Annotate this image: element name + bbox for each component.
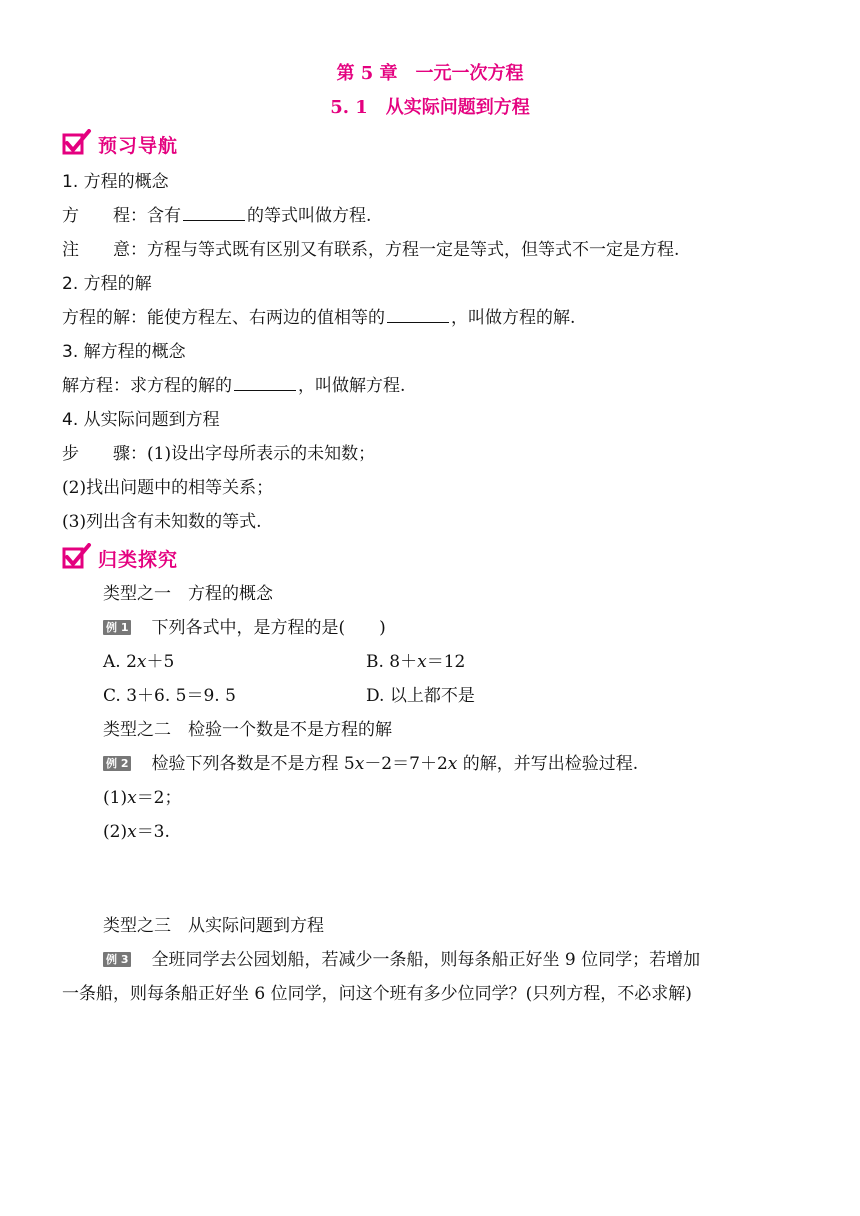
variable-x: x bbox=[127, 822, 137, 842]
solution-line bbox=[62, 306, 575, 330]
option-a bbox=[103, 650, 174, 674]
item-number: (2) bbox=[103, 822, 128, 842]
explore-label: 归类探究 bbox=[98, 548, 179, 571]
example-3-line-1 bbox=[103, 948, 700, 972]
example-2-text-a: 检验下列各数是不是方程 5 bbox=[151, 754, 355, 774]
example-2-item-1 bbox=[103, 786, 182, 810]
variable-x: x bbox=[447, 754, 458, 774]
note-text: 方程与等式既有区别又有联系，方程一定是等式，但等式不一定是方程. bbox=[147, 240, 680, 260]
example-tag: 例 1 bbox=[103, 620, 131, 635]
chapter-title: 第 5 章 一元一次方程 bbox=[336, 63, 524, 84]
variable-x: x bbox=[127, 788, 137, 808]
item-value: ＝3. bbox=[136, 822, 170, 842]
checkbox-icon bbox=[62, 543, 92, 574]
option-a-text-b: ＋5 bbox=[146, 652, 175, 672]
solution-text-a: 能使方程左、右两边的值相等的 bbox=[147, 308, 385, 328]
item-number: (1) bbox=[103, 788, 128, 808]
step-3: (3)列出含有未知数的等式. bbox=[62, 512, 262, 532]
example-2 bbox=[103, 752, 638, 776]
option-d: D. 以上都不是 bbox=[366, 686, 475, 706]
example-1-text: 下列各式中，是方程的是( ) bbox=[151, 618, 386, 638]
example-3-line-2: 一条船，则每条船正好坐 6 位同学，问这个班有多少位同学？(只列方程，不必求解) bbox=[62, 984, 692, 1004]
variable-x: x bbox=[136, 652, 147, 672]
example-2-text-b: －2＝7＋2 bbox=[364, 754, 448, 774]
solving-label: 解方程： bbox=[62, 376, 130, 396]
example-tag: 例 3 bbox=[103, 952, 131, 967]
example-2-text-c: 的解，并写出检验过程. bbox=[457, 754, 639, 774]
definition-text-b: 的等式叫做方程. bbox=[247, 206, 372, 226]
option-b bbox=[366, 650, 465, 674]
checkbox-icon bbox=[62, 129, 92, 160]
definition-line bbox=[62, 204, 371, 228]
option-c: C. 3＋6. 5＝9. 5 bbox=[103, 686, 236, 706]
fill-blank bbox=[387, 306, 449, 323]
solution-text-b: ，叫做方程的解. bbox=[451, 308, 576, 328]
option-b-text: B. 8＋ bbox=[366, 652, 418, 672]
heading-2: 2. 方程的解 bbox=[62, 274, 152, 294]
heading-4: 4. 从实际问题到方程 bbox=[62, 410, 220, 430]
type-3-heading: 类型之三 从实际问题到方程 bbox=[103, 916, 324, 936]
example-2-item-2 bbox=[103, 820, 170, 844]
explore-section-header bbox=[62, 545, 178, 571]
solving-line bbox=[62, 374, 405, 398]
option-b-text-b: ＝12 bbox=[426, 652, 466, 672]
type-1-heading: 类型之一 方程的概念 bbox=[103, 584, 273, 604]
example-1 bbox=[103, 616, 386, 640]
preview-section-header bbox=[62, 131, 178, 157]
solving-text-b: ，叫做解方程. bbox=[298, 376, 406, 396]
step-1: (1)设出字母所表示的未知数； bbox=[147, 444, 376, 464]
note-label: 注 意： bbox=[62, 240, 147, 260]
example-3-text-1: 全班同学去公园划船，若减少一条船，则每条船正好坐 9 位同学；若增加 bbox=[151, 950, 701, 970]
steps-line bbox=[62, 442, 375, 466]
note-line bbox=[62, 238, 679, 262]
heading-1: 1. 方程的概念 bbox=[62, 172, 169, 192]
option-a-text: A. 2 bbox=[103, 652, 137, 672]
step-2: (2)找出问题中的相等关系； bbox=[62, 478, 274, 498]
solving-text-a: 求方程的解的 bbox=[130, 376, 232, 396]
variable-x: x bbox=[354, 754, 365, 774]
item-value: ＝2； bbox=[136, 788, 182, 808]
section-title: 5. 1 从实际问题到方程 bbox=[330, 97, 530, 118]
fill-blank bbox=[183, 204, 245, 221]
type-2-heading: 类型之二 检验一个数是不是方程的解 bbox=[103, 720, 392, 740]
heading-3: 3. 解方程的概念 bbox=[62, 342, 186, 362]
preview-label: 预习导航 bbox=[98, 134, 179, 157]
fill-blank bbox=[234, 374, 296, 391]
definition-text-a: 含有 bbox=[147, 206, 181, 226]
variable-x: x bbox=[417, 652, 427, 672]
definition-label: 方 程： bbox=[62, 206, 147, 226]
example-tag: 例 2 bbox=[103, 756, 131, 771]
solution-label: 方程的解： bbox=[62, 308, 147, 328]
steps-label: 步 骤： bbox=[62, 444, 147, 464]
